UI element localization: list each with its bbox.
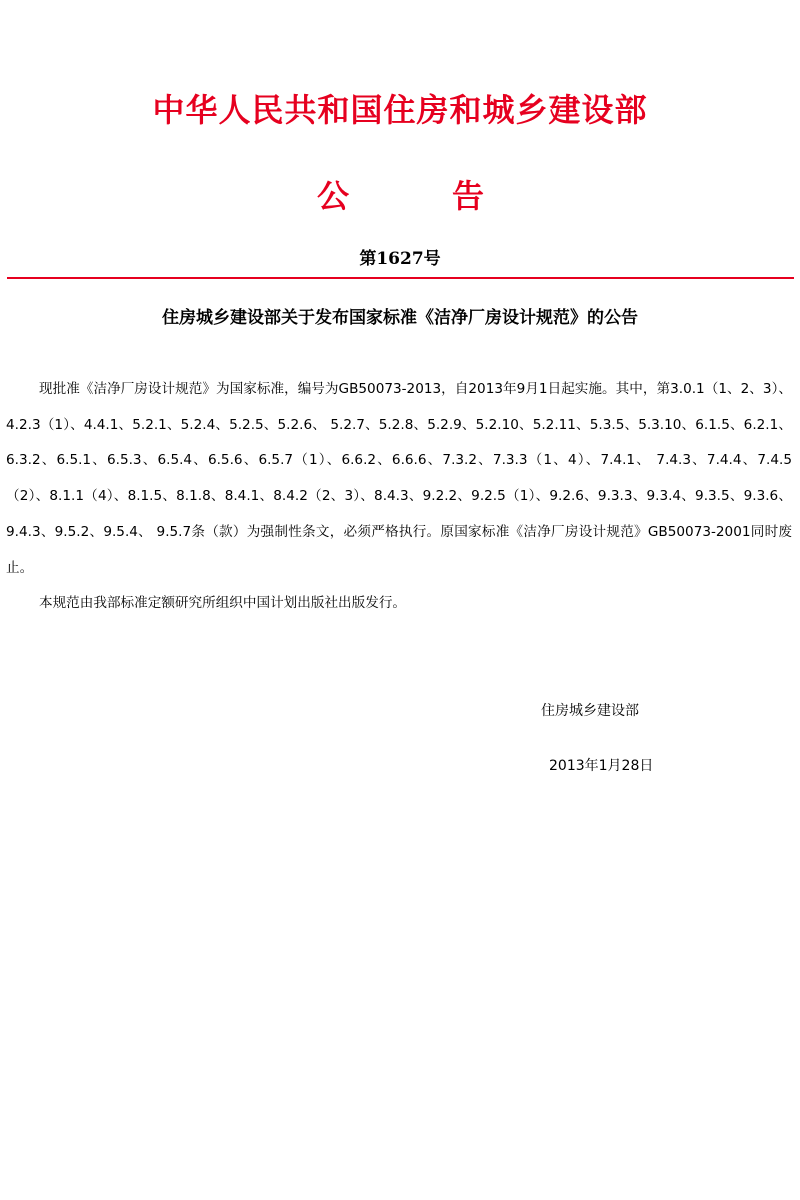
signature-organization: 住房城乡建设部 [541,703,639,719]
body-paragraph: 现批准《洁净厂房设计规范》为国家标准，编号为GB50073-2013，自2013年9月1日起实施。其中，第3.0.1（1、2、3）、4.2.3（1）、4.4.1、5.2.1、5.2.4、5.2.5、5.2.6、 5.2.7、5.2.8、5.2.9、5.2.10、5.2.11、5.3.5、5.3.10、6.1.5、6.2.1、6.3.2、6.5.1、6.5.3、6.5.4、6.5.6、6.5.7（1）、6.6.2、6.6.6、7.3.2、7.3.3（1、4）、7.4.1、 7.4.3、7.4.4、7.4.5（2）、8.1.1（4）、8.1.5、8.1.8、8.4.1、8.4.2（2、3）、8.4.3、9.2.2、9.2.5（1）、9.2.6、9.3.3、9.3.4、9.3.5、9.3.6、9.4.3、9.5.2、9.5.4、 9.5.7条（款）为强制性条文，必须严格执行。原国家标准《洁净厂房设计规范》GB50073-2001同时废止。 [6,381,792,576]
signature-date: 2013年1月28日 [549,758,654,774]
document-body [6,372,792,622]
document-number: 第1627号 [359,249,441,269]
red-divider [7,277,794,279]
body-paragraph: 本规范由我部标准定额研究所组织中国计划出版社出版发行。 [39,595,407,612]
notice-heading-char-1: 公 [317,177,350,215]
document-title: 住房城乡建设部关于发布国家标准《洁净厂房设计规范》的公告 [162,308,638,328]
notice-heading-char-2: 告 [452,177,485,215]
ministry-heading: 中华人民共和国住房和城乡建设部 [152,91,648,129]
